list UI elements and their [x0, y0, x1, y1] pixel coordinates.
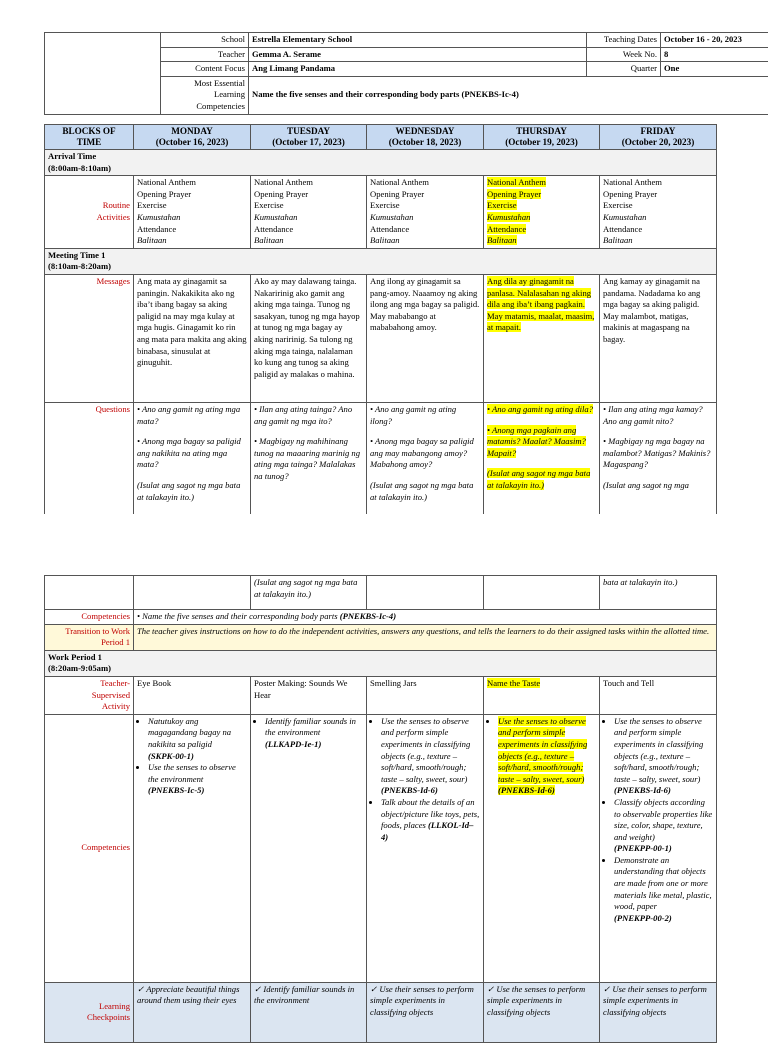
routine-cell-thursday: National Anthem Opening Prayer Exercise Kumustahan Attendance Balitaan — [484, 176, 600, 249]
teacher-value: Gemma A. Serame — [249, 47, 587, 62]
message-thursday: Ang dila ay ginagamit na panlasa. Nalalasahan ng aking dila ang iba’t ibang pagkain. May matamis, maalat, maasim, at mapait. — [484, 274, 600, 402]
questions-monday: • Ano ang gamit ng ating mga mata? • Anong mga bagay sa paligid ang nakikita na ating mga mata? (Isulat ang sagot ng mga bata at talakayin ito.) — [134, 402, 251, 520]
carry-tuesday: (Isulat ang sagot ng mga bata at talakayin ito.) — [251, 576, 367, 610]
wednesday-header: WEDNESDAY (October 18, 2023) — [367, 125, 484, 150]
checkpoint-monday: ✓ Appreciate beautiful things around them using their eyes — [134, 982, 251, 1042]
monday-header: MONDAY (October 16, 2023) — [134, 125, 251, 150]
friday-header: FRIDAY (October 20, 2023) — [600, 125, 717, 150]
lesson-log-table-page-2 — [44, 575, 717, 1043]
competencies-thursday — [484, 714, 600, 982]
comp-item: • Identify familiar sounds in the environment (LLKAPD-Ie-1) — [265, 716, 363, 751]
school-label: School — [161, 33, 249, 48]
comp-item: • Use the senses to observe and perform simple experiments in classifying objects (e.g., texture – soft/hard, smooth/rough; taste – salty, sweet, sour) (PNEKBS-Id-6) — [614, 716, 713, 797]
melc-label-3: Competencies — [164, 101, 245, 113]
melc-value: Name the five senses and their corresponding body parts (PNEKBS-Ic-4) — [249, 76, 768, 114]
message-tuesday: Ako ay may dalawang tainga. Nakaririnig ako gamit ang aking mga tainga. Tunog ng sasakyan, tunog ng mga hayop at tunog ng mga bagay ay aking naririnig. Sa tulong ng aking mga tainga, nalalaman ko kung ang tunog sa aking paligid ay malakas o mahina. — [251, 274, 367, 402]
carry-blank — [45, 576, 134, 610]
thursday-header: THURSDAY (October 19, 2023) — [484, 125, 600, 150]
checkpoint-tuesday: ✓ Identify familiar sounds in the environment — [251, 982, 367, 1042]
questions-wednesday: • Ano ang gamit ng ating ilong? • Anong mga bagay sa paligid ang may mabangong amoy? Mabahong amoy? (Isulat ang sagot ng mga bata at talakayin ito.) — [367, 402, 484, 520]
check-icon: ✓ — [137, 984, 144, 994]
teacher-label: Teacher — [161, 47, 249, 62]
checkpoint-friday: ✓ Use their senses to perform simple experiments in classifying objects — [600, 982, 717, 1042]
competencies-row-value: • Name the five senses and their corresponding body parts (PNEKBS-Ic-4) — [134, 610, 717, 625]
activity-wednesday: Smelling Jars — [367, 676, 484, 714]
tuesday-header: TUESDAY (October 17, 2023) — [251, 125, 367, 150]
message-monday: Ang mata ay ginagamit sa paningin. Nakakikita ako ng iba’t ibang bagay sa aking paligid na may mga kulay at mga hugis. Ginagamit ko rin ang mata para makita ang aking binabasa, sinusulat at ginuguhit. — [134, 274, 251, 402]
competencies-tuesday — [251, 714, 367, 982]
activity-monday: Eye Book — [134, 676, 251, 714]
competencies-row-label: Competencies — [45, 610, 134, 625]
work-period-section: Work Period 1 (8:20am-9:05am) — [45, 650, 717, 676]
routine-cell-monday: National Anthem Opening Prayer Exercise Kumustahan Attendance Balitaan — [134, 176, 251, 249]
comp-item: • Use the senses to observe the environment (PNEKBS-Ic-5) — [148, 762, 247, 797]
dates-label: Teaching Dates — [587, 33, 661, 48]
page-break — [0, 514, 768, 574]
melc-label-1: Most Essential — [164, 78, 245, 90]
check-icon: ✓ — [487, 984, 494, 994]
melc-label-2: Learning — [164, 89, 245, 101]
routine-cell-tuesday: National Anthem Opening Prayer Exercise Kumustahan Attendance Balitaan — [251, 176, 367, 249]
carry-thursday — [484, 576, 600, 610]
comp-item: • Natutukoy ang magagandang bagay na nakikita sa paligid (SKPK-00-1) — [148, 716, 247, 762]
content-focus-value: Ang Limang Pandama — [249, 62, 587, 77]
lesson-log-table-page-1 — [44, 124, 717, 521]
week-value: 8 — [661, 47, 768, 62]
routine-cell-friday: National Anthem Opening Prayer Exercise Kumustahan Attendance Balitaan — [600, 176, 717, 249]
learning-checkpoints-label: Learning Checkpoints — [45, 982, 134, 1042]
comp-item: • Demonstrate an understanding that objects are made from one or more materials like metal, plastic, wood, paper (PNEKPP-00-2) — [614, 855, 713, 925]
questions-tuesday: • Ilan ang ating tainga? Ano ang gamit ng mga ito? • Magbigay ng mahihinang tunog na maaaring marinig ng ating mga tainga? Malalakas na tunog? — [251, 402, 367, 520]
checkpoint-thursday: ✓ Use the senses to perform simple experiments in classifying objects — [484, 982, 600, 1042]
competencies-friday — [600, 714, 717, 982]
competencies-monday — [134, 714, 251, 982]
transition-label: Transition to Work Period 1 — [45, 624, 134, 650]
routine-activities-label: Routine Activities — [45, 176, 134, 249]
activity-tuesday: Poster Making: Sounds We Hear — [251, 676, 367, 714]
questions-friday: • Ilan ang ating mga kamay? Ano ang gamit nito? • Magbigay ng mga bagay na malambot? Matigas? Makinis? Magaspang? (Isulat ang sagot ng mga — [600, 402, 717, 520]
transition-text: The teacher gives instructions on how to do the independent activities, answers any questions, and tells the learners to do their assigned tasks within the allotted time. — [134, 624, 717, 650]
check-icon: ✓ — [603, 984, 610, 994]
checkpoint-wednesday: ✓ Use their senses to perform simple experiments in classifying objects — [367, 982, 484, 1042]
carry-friday: bata at talakayin ito.) — [600, 576, 717, 610]
teacher-supervised-label: Teacher- Supervised Activity — [45, 676, 134, 714]
header-table — [44, 32, 768, 115]
meeting-time-section: Meeting Time 1 (8:10am-8:20am) — [45, 248, 717, 274]
school-value: Estrella Elementary School — [249, 33, 587, 48]
melc-label — [161, 76, 249, 114]
blocks-of-time-header: BLOCKS OF TIME — [45, 125, 134, 150]
carry-monday — [134, 576, 251, 610]
dates-value: October 16 - 20, 2023 — [661, 33, 768, 48]
title-cell — [45, 33, 161, 115]
comp-item: • Use the senses to observe and perform simple experiments in classifying objects (e.g., texture – soft/hard, smooth/rough; taste – salty, sweet, sour) (PNEKBS-Id-6) — [381, 716, 480, 797]
message-friday: Ang kamay ay ginagamit na pandama. Nadadama ko ang mga bagay sa aking paligid. May malambot, matigas, makinis at magaspang na bagay. — [600, 274, 717, 402]
questions-thursday: • Ano ang gamit ng ating dila? • Anong mga pagkain ang matamis? Maalat? Maasim? Mapait? (Isulat ang sagot ng mga bata at talakayin ito.) — [484, 402, 600, 520]
activity-thursday: Name the Taste — [484, 676, 600, 714]
check-icon: ✓ — [254, 984, 261, 994]
activity-friday: Touch and Tell — [600, 676, 717, 714]
check-icon: ✓ — [370, 984, 377, 994]
comp-item: • Use the senses to observe and perform simple experiments in classifying objects (e.g., texture – soft/hard, smooth/rough; taste – salty, sweet, sour) (PNEKBS-Id-6) — [498, 716, 596, 797]
competencies-wednesday — [367, 714, 484, 982]
routine-cell-wednesday: National Anthem Opening Prayer Exercise Kumustahan Attendance Balitaan — [367, 176, 484, 249]
carry-wednesday — [367, 576, 484, 610]
messages-label: Messages — [45, 274, 134, 402]
content-focus-label: Content Focus — [161, 62, 249, 77]
quarter-label: Quarter — [587, 62, 661, 77]
arrival-time-section: Arrival Time (8:00am-8:10am) — [45, 150, 717, 176]
comp-item: • Classify objects according to observable properties like size, color, shape, texture, and weight) (PNEKPP-00-1) — [614, 797, 713, 855]
comp-item: • Talk about the details of an object/picture like toys, pets, foods, places (LLKOL-Id–4) — [381, 797, 480, 843]
message-wednesday: Ang ilong ay ginagamit sa pang-amoy. Naaamoy ng aking ilong ang mga bagay sa paligid. May mababango at mababahong amoy. — [367, 274, 484, 402]
quarter-value: One — [661, 62, 768, 77]
questions-label: Questions — [45, 402, 134, 520]
competencies-label: Competencies — [45, 714, 134, 982]
week-label: Week No. — [587, 47, 661, 62]
